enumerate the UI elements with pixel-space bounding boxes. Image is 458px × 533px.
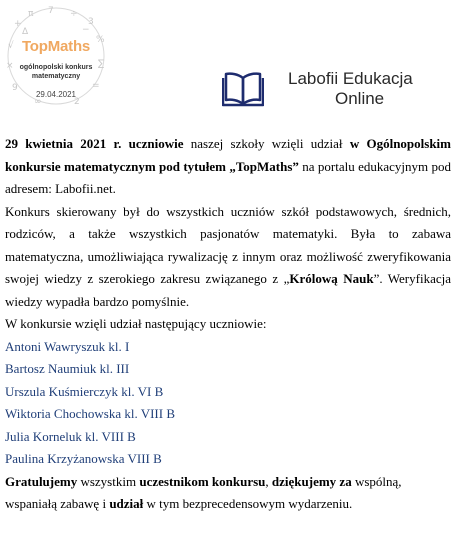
- closing-congrats: Gratulujemy: [5, 473, 78, 489]
- svg-text:∑: ∑: [98, 59, 105, 69]
- topmaths-subtitle-1: ogólnopolski konkurs: [19, 64, 93, 71]
- labofii-online: Online: [335, 89, 385, 108]
- topmaths-date: 29.04.2021: [35, 90, 77, 99]
- svg-text:3: 3: [88, 17, 94, 27]
- svg-text:+: +: [14, 19, 22, 29]
- svg-text:7: 7: [48, 6, 54, 16]
- svg-text:÷: ÷: [70, 9, 78, 19]
- topmaths-logo: [4, 4, 108, 108]
- svg-text:%: %: [96, 35, 105, 45]
- participant-item: Antoni Wawryszuk kl. I: [5, 338, 130, 354]
- participants-list: [5, 336, 451, 471]
- intro-contest: w Ogólnopolskim konkursie matematycznym pod tytułem „TopMaths”: [5, 136, 451, 174]
- svg-text:9: 9: [12, 83, 18, 93]
- svg-text:Δ: Δ: [22, 27, 29, 37]
- labofii-logo: [218, 62, 450, 122]
- participant-item: Paulina Krzyżanowska VIII B: [5, 451, 162, 466]
- description-text-2: ”. Weryfikacja wiedzy wypadła bardzo pomyślnie.: [5, 271, 451, 309]
- participant-item: Urszula Kuśmierczyk kl. VI B: [5, 383, 164, 399]
- description-text-1: Konkurs skierowany był do wszystkich uczniów szkół podstawowych, średnich, rodziców, a także wszystkich pasjonatów matematyki. Była to zabawa matematyczna, umożliwiająca rywalizację z innym oraz możliwość zweryfikowania swojej wiedzy z szerokiego zakresu związanego z „: [5, 203, 451, 286]
- topmaths-subtitle-2: matematyczny: [31, 73, 81, 80]
- description-queen: Królową Nauk: [289, 271, 374, 286]
- participant-item: Bartosz Naumiuk kl. III: [5, 361, 130, 376]
- participant-item: Wiktoria Chochowska kl. VIII B: [5, 406, 176, 421]
- intro-date: 29 kwietnia 2021 r. uczniowie: [5, 136, 184, 151]
- intro-text-2: na portalu edukacyjnym pod adresem: Labofii.net.: [5, 158, 451, 196]
- closing-text-1: wszystkim: [77, 473, 140, 489]
- svg-text:×: ×: [6, 61, 14, 71]
- svg-text:∞: ∞: [34, 97, 42, 107]
- closing-text-2: ,: [265, 473, 272, 489]
- article-body: [5, 133, 451, 516]
- intro-text-1: naszej szkoły wzięli udział: [183, 136, 350, 151]
- svg-text:2: 2: [74, 97, 80, 107]
- svg-text:√: √: [8, 41, 14, 51]
- closing-text-4: w tym bezprecedensowym wydarzeniu.: [143, 496, 353, 511]
- intro-paragraph: [5, 133, 451, 201]
- open-book-icon: [222, 70, 264, 108]
- closing-thanks: dziękujemy za: [271, 473, 352, 489]
- closing-paragraph: [5, 471, 451, 516]
- svg-text:−: −: [82, 25, 90, 35]
- participants-heading: W konkursie wzięli udział następujący uczniowie:: [5, 316, 267, 331]
- description-paragraph: [5, 201, 451, 314]
- topmaths-title: TopMaths: [21, 38, 91, 55]
- svg-text:=: =: [92, 81, 100, 91]
- labofii-name: Labofii Edukacja: [288, 69, 413, 88]
- svg-text:π: π: [28, 9, 34, 19]
- closing-text-3: wspólną, wspaniałą zabawę i: [5, 473, 402, 511]
- participant-item: Julia Korneluk kl. VIII B: [5, 428, 136, 444]
- closing-participants: uczestnikom konkursu: [139, 473, 266, 489]
- closing-participation: udział: [109, 496, 144, 511]
